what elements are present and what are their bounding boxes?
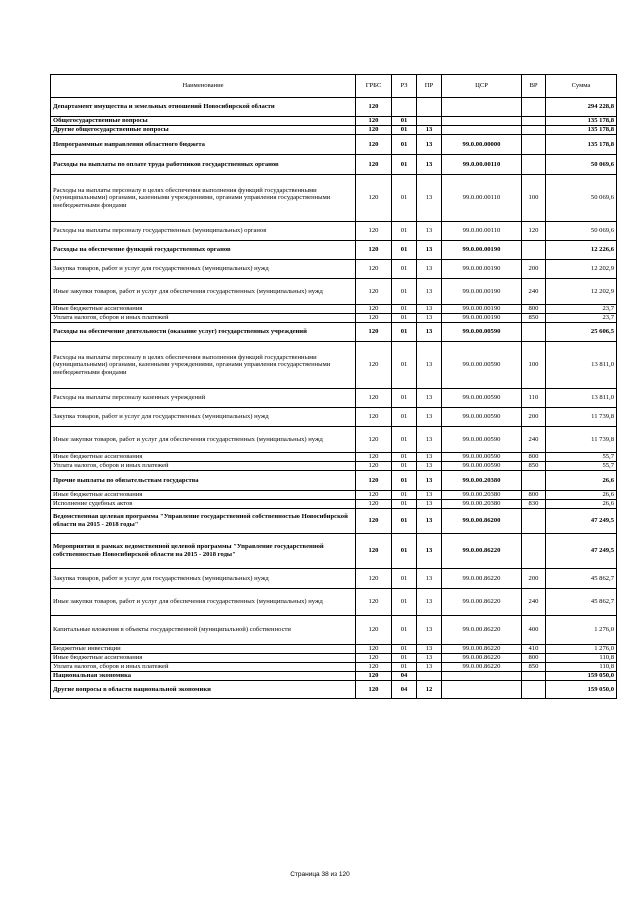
- cell-sum: 159 050,0: [546, 681, 617, 699]
- table-row: [51, 126, 617, 135]
- cell-rz: 01: [392, 126, 417, 135]
- cell-sum: 135 178,8: [546, 135, 617, 155]
- cell-csr: 99.0.00.86220: [442, 654, 522, 663]
- cell-csr: 99.0.00.86220: [442, 663, 522, 672]
- cell-pr: 13: [417, 654, 442, 663]
- cell-name: Расходы на обеспечение функций государственных органов: [51, 241, 356, 260]
- cell-name: Иные закупки товаров, работ и услуг для обеспечения государственных (муниципальных) нужд: [51, 279, 356, 305]
- cell-csr: 99.0.00.00590: [442, 389, 522, 408]
- cell-pr: 13: [417, 589, 442, 616]
- cell-vr: 800: [522, 491, 546, 500]
- cell-name: Расходы на выплаты персоналу в целях обеспечения выполнения функций государственными (муниципальными) органами, казенными учреждениями, органами управления государственными внебюджетными фондами: [51, 175, 356, 222]
- cell-csr: [442, 681, 522, 699]
- cell-rz: 01: [392, 500, 417, 509]
- cell-vr: [522, 534, 546, 569]
- cell-pr: 13: [417, 175, 442, 222]
- cell-name: Расходы на выплаты по оплате труда работников государственных органов: [51, 155, 356, 175]
- cell-pr: [417, 117, 442, 126]
- cell-pr: 13: [417, 279, 442, 305]
- cell-sum: 26,6: [546, 491, 617, 500]
- table-row: [51, 98, 617, 117]
- cell-name: Иные бюджетные ассигнования: [51, 491, 356, 500]
- cell-name: Иные закупки товаров, работ и услуг для обеспечения государственных (муниципальных) нужд: [51, 589, 356, 616]
- cell-csr: 99.0.00.00190: [442, 305, 522, 314]
- cell-grbs: 120: [356, 222, 392, 241]
- table-row: [51, 589, 617, 616]
- cell-pr: [417, 98, 442, 117]
- page-number: Страница 38 из 120: [290, 871, 350, 878]
- cell-csr: 99.0.00.00110: [442, 155, 522, 175]
- cell-csr: 99.0.00.00590: [442, 453, 522, 462]
- cell-rz: 01: [392, 471, 417, 491]
- cell-vr: [522, 672, 546, 681]
- cell-grbs: 120: [356, 645, 392, 654]
- cell-grbs: 120: [356, 509, 392, 534]
- cell-grbs: 120: [356, 534, 392, 569]
- cell-sum: 23,7: [546, 314, 617, 323]
- cell-grbs: 120: [356, 279, 392, 305]
- cell-csr: 99.0.00.00190: [442, 314, 522, 323]
- cell-name: Департамент имущества и земельных отношений Новосибирской области: [51, 98, 356, 117]
- cell-csr: 99.0.00.00590: [442, 323, 522, 342]
- cell-grbs: 120: [356, 241, 392, 260]
- cell-rz: 01: [392, 453, 417, 462]
- cell-vr: 200: [522, 260, 546, 279]
- cell-csr: 99.0.00.86220: [442, 589, 522, 616]
- cell-sum: 12 226,6: [546, 241, 617, 260]
- cell-vr: 400: [522, 616, 546, 645]
- table-row: [51, 509, 617, 534]
- cell-sum: 55,7: [546, 453, 617, 462]
- table-row: [51, 135, 617, 155]
- cell-name: Мероприятия в рамках ведомственной целевой программы "Управление государственной собственностью Новосибирской области на 2015 - 2018 годы": [51, 534, 356, 569]
- table-row: [51, 462, 617, 471]
- cell-pr: 13: [417, 408, 442, 427]
- cell-name: Иные закупки товаров, работ и услуг для обеспечения государственных (муниципальных) нужд: [51, 427, 356, 453]
- cell-vr: [522, 681, 546, 699]
- cell-sum: 47 249,5: [546, 509, 617, 534]
- table-row: [51, 471, 617, 491]
- cell-sum: 11 739,8: [546, 408, 617, 427]
- col-header-csr: ЦСР: [442, 75, 522, 98]
- cell-sum: 159 050,0: [546, 672, 617, 681]
- table-row: [51, 241, 617, 260]
- table-row: [51, 672, 617, 681]
- cell-vr: [522, 126, 546, 135]
- cell-rz: 01: [392, 135, 417, 155]
- cell-csr: 99.0.00.00590: [442, 408, 522, 427]
- cell-rz: 01: [392, 509, 417, 534]
- table-row: [51, 305, 617, 314]
- table-row: [51, 389, 617, 408]
- table-row: [51, 222, 617, 241]
- cell-sum: 135 178,8: [546, 117, 617, 126]
- cell-sum: 12 202,9: [546, 260, 617, 279]
- cell-rz: 01: [392, 314, 417, 323]
- cell-csr: 99.0.00.00590: [442, 462, 522, 471]
- cell-grbs: 120: [356, 98, 392, 117]
- cell-csr: [442, 672, 522, 681]
- cell-grbs: 120: [356, 663, 392, 672]
- cell-grbs: 120: [356, 681, 392, 699]
- cell-pr: 13: [417, 509, 442, 534]
- cell-pr: 13: [417, 616, 442, 645]
- cell-vr: 800: [522, 453, 546, 462]
- cell-pr: 13: [417, 222, 442, 241]
- cell-sum: 1 276,0: [546, 645, 617, 654]
- cell-vr: 200: [522, 408, 546, 427]
- col-header-grbs: ГРБС: [356, 75, 392, 98]
- cell-vr: [522, 509, 546, 534]
- cell-name: Уплата налогов, сборов и иных платежей: [51, 314, 356, 323]
- cell-pr: 13: [417, 663, 442, 672]
- table-row: [51, 314, 617, 323]
- cell-vr: 850: [522, 462, 546, 471]
- cell-pr: 13: [417, 260, 442, 279]
- table-row: [51, 117, 617, 126]
- cell-rz: 01: [392, 389, 417, 408]
- cell-sum: 110,8: [546, 663, 617, 672]
- cell-pr: 13: [417, 534, 442, 569]
- cell-csr: [442, 126, 522, 135]
- cell-csr: 99.0.00.00110: [442, 175, 522, 222]
- cell-pr: 13: [417, 453, 442, 462]
- cell-rz: 01: [392, 408, 417, 427]
- table-row: [51, 279, 617, 305]
- cell-pr: 13: [417, 314, 442, 323]
- cell-pr: 13: [417, 323, 442, 342]
- cell-pr: 13: [417, 135, 442, 155]
- table-body: [51, 98, 617, 699]
- cell-name: Расходы на выплаты персоналу в целях обеспечения выполнения функций государственными (муниципальными) органами, казенными учреждениями, органами управления государственными внебюджетными фондами: [51, 342, 356, 389]
- cell-grbs: 120: [356, 453, 392, 462]
- col-header-rz: РЗ: [392, 75, 417, 98]
- table-header-row: [51, 75, 617, 98]
- cell-grbs: 120: [356, 342, 392, 389]
- cell-rz: 01: [392, 534, 417, 569]
- cell-name: Иные бюджетные ассигнования: [51, 453, 356, 462]
- cell-vr: 850: [522, 663, 546, 672]
- table-row: [51, 654, 617, 663]
- cell-pr: 13: [417, 342, 442, 389]
- table-row: [51, 569, 617, 589]
- cell-name: Национальная экономика: [51, 672, 356, 681]
- cell-grbs: 120: [356, 408, 392, 427]
- cell-grbs: 120: [356, 672, 392, 681]
- cell-sum: 294 228,8: [546, 98, 617, 117]
- cell-rz: 01: [392, 155, 417, 175]
- cell-pr: 13: [417, 569, 442, 589]
- cell-sum: 45 862,7: [546, 569, 617, 589]
- cell-sum: 47 249,5: [546, 534, 617, 569]
- cell-pr: 13: [417, 427, 442, 453]
- cell-csr: 99.0.00.00590: [442, 427, 522, 453]
- cell-csr: 99.0.00.86200: [442, 509, 522, 534]
- cell-name: Уплата налогов, сборов и иных платежей: [51, 663, 356, 672]
- cell-vr: [522, 323, 546, 342]
- cell-grbs: 120: [356, 305, 392, 314]
- table-row: [51, 534, 617, 569]
- table-row: [51, 491, 617, 500]
- cell-csr: 99.0.00.20380: [442, 471, 522, 491]
- cell-csr: 99.0.00.00190: [442, 241, 522, 260]
- cell-pr: 13: [417, 462, 442, 471]
- cell-grbs: 120: [356, 569, 392, 589]
- cell-name: Исполнение судебных актов: [51, 500, 356, 509]
- cell-rz: 01: [392, 260, 417, 279]
- cell-pr: 13: [417, 389, 442, 408]
- cell-rz: 01: [392, 342, 417, 389]
- cell-csr: 99.0.00.86220: [442, 616, 522, 645]
- table-row: [51, 500, 617, 509]
- col-header-pr: ПР: [417, 75, 442, 98]
- cell-name: Другие общегосударственные вопросы: [51, 126, 356, 135]
- table-row: [51, 323, 617, 342]
- cell-sum: 26,6: [546, 471, 617, 491]
- cell-vr: 240: [522, 279, 546, 305]
- cell-rz: 01: [392, 589, 417, 616]
- cell-rz: 01: [392, 616, 417, 645]
- table-row: [51, 342, 617, 389]
- cell-pr: 12: [417, 681, 442, 699]
- table-row: [51, 681, 617, 699]
- table-row: [51, 408, 617, 427]
- table-row: [51, 645, 617, 654]
- cell-rz: 01: [392, 645, 417, 654]
- cell-rz: 04: [392, 681, 417, 699]
- table-row: [51, 175, 617, 222]
- cell-rz: 01: [392, 222, 417, 241]
- cell-grbs: 120: [356, 616, 392, 645]
- cell-vr: 110: [522, 389, 546, 408]
- budget-table: [50, 74, 617, 699]
- cell-sum: 11 739,8: [546, 427, 617, 453]
- cell-rz: 01: [392, 427, 417, 453]
- cell-pr: 13: [417, 241, 442, 260]
- cell-csr: 99.0.00.20380: [442, 491, 522, 500]
- cell-rz: 01: [392, 279, 417, 305]
- cell-name: Бюджетные инвестиции: [51, 645, 356, 654]
- cell-sum: 13 811,0: [546, 389, 617, 408]
- cell-sum: 13 811,0: [546, 342, 617, 389]
- cell-rz: 01: [392, 305, 417, 314]
- cell-vr: [522, 471, 546, 491]
- cell-rz: 01: [392, 491, 417, 500]
- cell-grbs: 120: [356, 126, 392, 135]
- cell-rz: [392, 98, 417, 117]
- cell-grbs: 120: [356, 135, 392, 155]
- cell-name: Иные бюджетные ассигнования: [51, 305, 356, 314]
- cell-name: Расходы на выплаты персоналу казенных учреждений: [51, 389, 356, 408]
- cell-name: Закупка товаров, работ и услуг для государственных (муниципальных) нужд: [51, 569, 356, 589]
- cell-vr: [522, 135, 546, 155]
- cell-vr: 240: [522, 427, 546, 453]
- cell-vr: 200: [522, 569, 546, 589]
- table-row: [51, 260, 617, 279]
- cell-pr: 13: [417, 126, 442, 135]
- cell-grbs: 120: [356, 427, 392, 453]
- cell-sum: 110,8: [546, 654, 617, 663]
- cell-csr: 99.0.00.00190: [442, 260, 522, 279]
- cell-vr: [522, 98, 546, 117]
- cell-name: Другие вопросы в области национальной экономики: [51, 681, 356, 699]
- cell-csr: 99.0.00.00000: [442, 135, 522, 155]
- cell-grbs: 120: [356, 323, 392, 342]
- cell-vr: 830: [522, 500, 546, 509]
- cell-sum: 50 069,6: [546, 222, 617, 241]
- cell-sum: 25 606,5: [546, 323, 617, 342]
- cell-csr: 99.0.00.20380: [442, 500, 522, 509]
- cell-grbs: 120: [356, 654, 392, 663]
- cell-rz: 01: [392, 654, 417, 663]
- cell-sum: 50 069,6: [546, 175, 617, 222]
- cell-grbs: 120: [356, 471, 392, 491]
- table-row: [51, 155, 617, 175]
- cell-sum: 26,6: [546, 500, 617, 509]
- cell-csr: 99.0.00.86220: [442, 645, 522, 654]
- cell-sum: 45 862,7: [546, 589, 617, 616]
- cell-name: Закупка товаров, работ и услуг для государственных (муниципальных) нужд: [51, 408, 356, 427]
- cell-csr: [442, 117, 522, 126]
- cell-grbs: 120: [356, 155, 392, 175]
- cell-vr: 120: [522, 222, 546, 241]
- cell-vr: 100: [522, 342, 546, 389]
- cell-rz: 01: [392, 117, 417, 126]
- cell-csr: 99.0.00.00190: [442, 279, 522, 305]
- cell-vr: 800: [522, 305, 546, 314]
- cell-sum: 23,7: [546, 305, 617, 314]
- cell-vr: [522, 155, 546, 175]
- cell-rz: 01: [392, 569, 417, 589]
- cell-sum: 12 202,9: [546, 279, 617, 305]
- cell-pr: [417, 672, 442, 681]
- cell-rz: 04: [392, 672, 417, 681]
- cell-grbs: 120: [356, 500, 392, 509]
- cell-csr: 99.0.00.86220: [442, 534, 522, 569]
- table-row: [51, 663, 617, 672]
- cell-sum: 50 069,6: [546, 155, 617, 175]
- cell-sum: 135 178,8: [546, 126, 617, 135]
- cell-name: Общегосударственные вопросы: [51, 117, 356, 126]
- cell-grbs: 120: [356, 314, 392, 323]
- cell-pr: 13: [417, 155, 442, 175]
- col-header-sum: Сумма: [546, 75, 617, 98]
- cell-name: Расходы на выплаты персоналу государственных (муниципальных) органов: [51, 222, 356, 241]
- cell-csr: 99.0.00.86220: [442, 569, 522, 589]
- cell-csr: [442, 98, 522, 117]
- cell-name: Закупка товаров, работ и услуг для государственных (муниципальных) нужд: [51, 260, 356, 279]
- cell-grbs: 120: [356, 491, 392, 500]
- cell-sum: 55,7: [546, 462, 617, 471]
- table-row: [51, 427, 617, 453]
- cell-grbs: 120: [356, 589, 392, 616]
- cell-pr: 13: [417, 645, 442, 654]
- cell-name: Прочие выплаты по обязательствам государства: [51, 471, 356, 491]
- cell-vr: 410: [522, 645, 546, 654]
- cell-name: Расходы на обеспечение деятельности (оказание услуг) государственных учреждений: [51, 323, 356, 342]
- cell-rz: 01: [392, 241, 417, 260]
- cell-grbs: 120: [356, 462, 392, 471]
- cell-name: Иные бюджетные ассигнования: [51, 654, 356, 663]
- cell-vr: 850: [522, 314, 546, 323]
- col-header-vr: ВР: [522, 75, 546, 98]
- cell-vr: 240: [522, 589, 546, 616]
- cell-pr: 13: [417, 500, 442, 509]
- cell-grbs: 120: [356, 389, 392, 408]
- cell-pr: 13: [417, 471, 442, 491]
- cell-rz: 01: [392, 462, 417, 471]
- cell-sum: 1 276,0: [546, 616, 617, 645]
- cell-name: Капитальные вложения в объекты государственной (муниципальной) собственности: [51, 616, 356, 645]
- cell-pr: 13: [417, 305, 442, 314]
- cell-rz: 01: [392, 663, 417, 672]
- cell-grbs: 120: [356, 175, 392, 222]
- cell-name: Ведомственная целевая программа "Управление государственной собственностью Новосибирской области на 2015 - 2018 годы": [51, 509, 356, 534]
- cell-pr: 13: [417, 491, 442, 500]
- cell-name: Непрограммные направления областного бюджета: [51, 135, 356, 155]
- cell-vr: 800: [522, 654, 546, 663]
- col-header-name: Наименование: [51, 75, 356, 98]
- table-row: [51, 616, 617, 645]
- cell-vr: 100: [522, 175, 546, 222]
- cell-vr: [522, 117, 546, 126]
- cell-rz: 01: [392, 175, 417, 222]
- cell-csr: 99.0.00.00590: [442, 342, 522, 389]
- cell-vr: [522, 241, 546, 260]
- table-row: [51, 453, 617, 462]
- cell-rz: 01: [392, 323, 417, 342]
- cell-csr: 99.0.00.00110: [442, 222, 522, 241]
- cell-name: Уплата налогов, сборов и иных платежей: [51, 462, 356, 471]
- cell-grbs: 120: [356, 260, 392, 279]
- cell-grbs: 120: [356, 117, 392, 126]
